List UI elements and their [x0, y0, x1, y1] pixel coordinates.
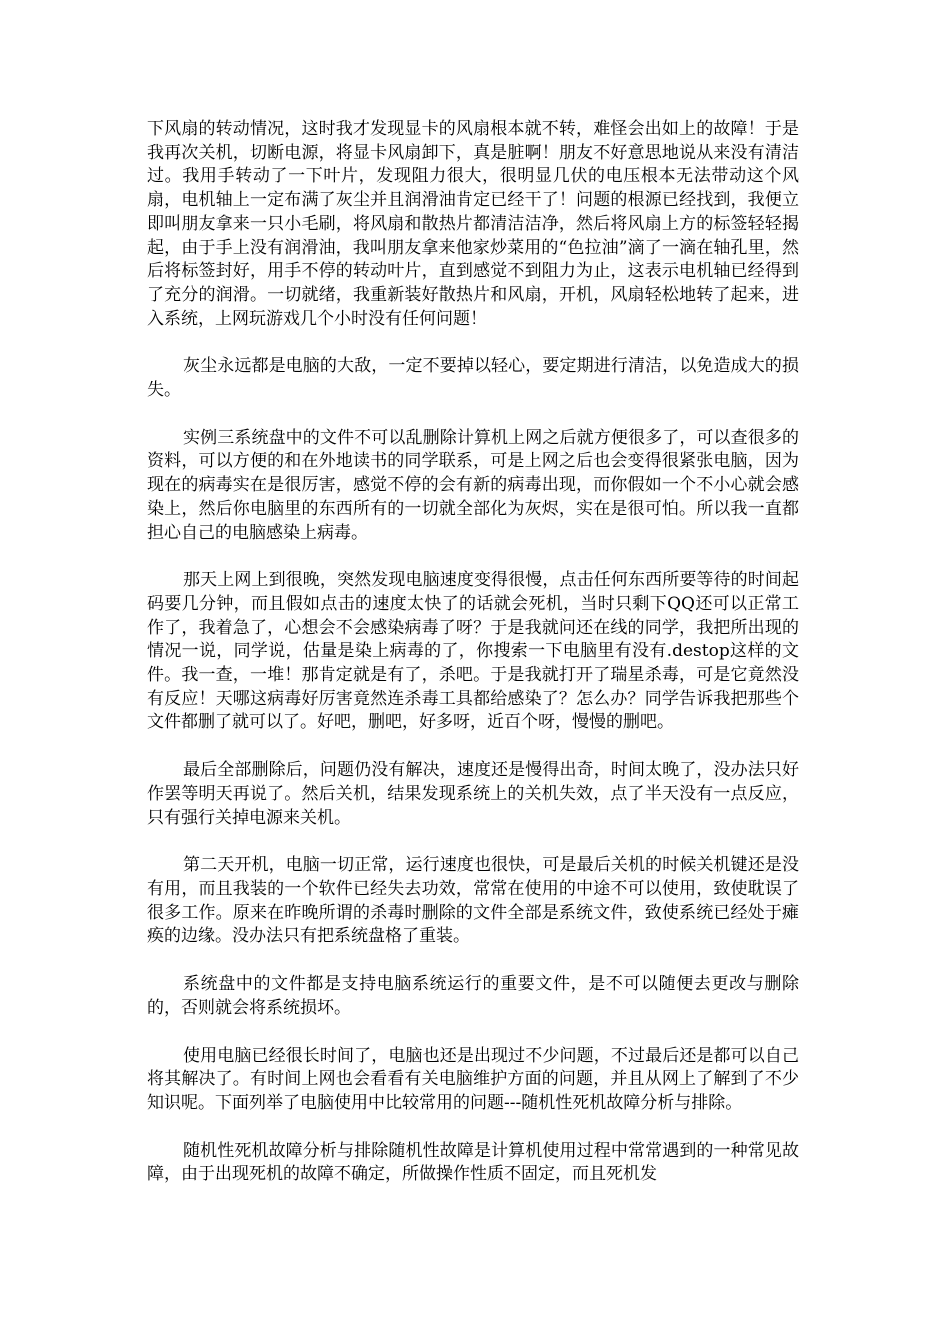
document-page — [147, 118, 799, 1211]
paragraph-experience: 使用电脑已经很长时间了，电脑也还是出现过不少问题，不过最后还是都可以自己将其解决了。有时间上网也会看看有关电脑维护方面的问题，并且从网上了解到了不少知识呢。下面列举了电脑使用中比较常用的问题---随机性死机故障分析与排除。 — [147, 1045, 799, 1113]
paragraph-fan-repair: 下风扇的转动情况，这时我才发现显卡的风扇根本就不转，难怪会出如上的故障！于是我再次关机，切断电源，将显卡风扇卸下，真是脏啊！朋友不好意思地说从来没有清洁过。我用手转动了一下叶片，发现阻力很大，很明显几伏的电压根本无法带动这个风扇，电机轴上一定布满了灰尘并且润滑油肯定已经干了！问题的根源已经找到，我便立即叫朋友拿来一只小毛刷，将风扇和散热片都清洁洁净，然后将风扇上方的标签轻轻揭起，由于手上没有润滑油，我叫朋友拿来他家炒菜用的“色拉油”滴了一滴在轴孔里，然后将标签封好，用手不停的转动叶片，直到感觉不到阻力为止，这表示电机轴已经得到了充分的润滑。一切就绪，我重新装好散热片和风扇，开机，风扇轻松地转了起来，进入系统，上网玩游戏几个小时没有任何问题！ — [147, 119, 799, 329]
paragraph-random-crash: 随机性死机故障分析与排除随机性故障是计算机使用过程中常常遇到的一种常见故障，由于出现死机的故障不确定，所做操作性质不固定，而且死机发 — [147, 1140, 799, 1185]
paragraph-example-three: 实例三系统盘中的文件不可以乱删除计算机上网之后就方便很多了，可以查很多的资料，可以方便的和在外地读书的同学联系，可是上网之后也会变得很紧张电脑，因为现在的病毒实在是很厉害，感觉不停的会有新的病毒出现，而你假如一个不小心就会感染上，然后你电脑里的东西所有的一切就全部化为灰烬，实在是很可怕。所以我一直都担心自己的电脑感染上病毒。 — [147, 427, 799, 543]
paragraph-shutdown-failure: 最后全部删除后，问题仍没有解决，速度还是慢得出奇，时间太晚了，没办法只好作罢等明天再说了。然后关机，结果发现系统上的关机失效，点了半天没有一点反应，只有强行关掉电源来关机。 — [147, 760, 799, 828]
paragraph-next-day: 第二天开机，电脑一切正常，运行速度也很快，可是最后关机的时候关机键还是没有用，而且我装的一个软件已经失去功效，常常在使用的中途不可以使用，致使耽误了很多工作。原来在昨晚所谓的杀毒时删除的文件全部是系统文件，致使系统已经处于瘫痪的边缘。没办法只有把系统盘格了重装。 — [147, 855, 799, 947]
paragraph-system-files: 系统盘中的文件都是支持电脑系统运行的重要文件，是不可以随便去更改与删除的，否则就会将系统损坏。 — [147, 974, 799, 1018]
paragraph-dust-warning: 灰尘永远都是电脑的大敌，一定不要掉以轻心，要定期进行清洁，以免造成大的损失。 — [147, 356, 799, 401]
paragraph-virus-night: 那天上网上到很晚，突然发现电脑速度变得很慢，点击任何东西所要等待的时间起码要几分钟，而且假如点击的速度太快了的话就会死机，当时只剩下QQ还可以正常工作了，我着急了，心想会不会感染病毒了呀？于是我就问还在线的同学，我把所出现的情况一说，同学说，估量是染上病毒的了，你搜索一下电脑里有没有.destop这样的文件。我一查，一堆！那肯定就是有了，杀吧。于是我就打开了瑞星杀毒，可是它竟然没有反应！天哪这病毒好厉害竟然连杀毒工具都给感染了？怎么办？同学告诉我把那些个文件都删了就可以了。好吧，删吧，好多呀，近百个呀，慢慢的删吧。 — [147, 570, 799, 733]
